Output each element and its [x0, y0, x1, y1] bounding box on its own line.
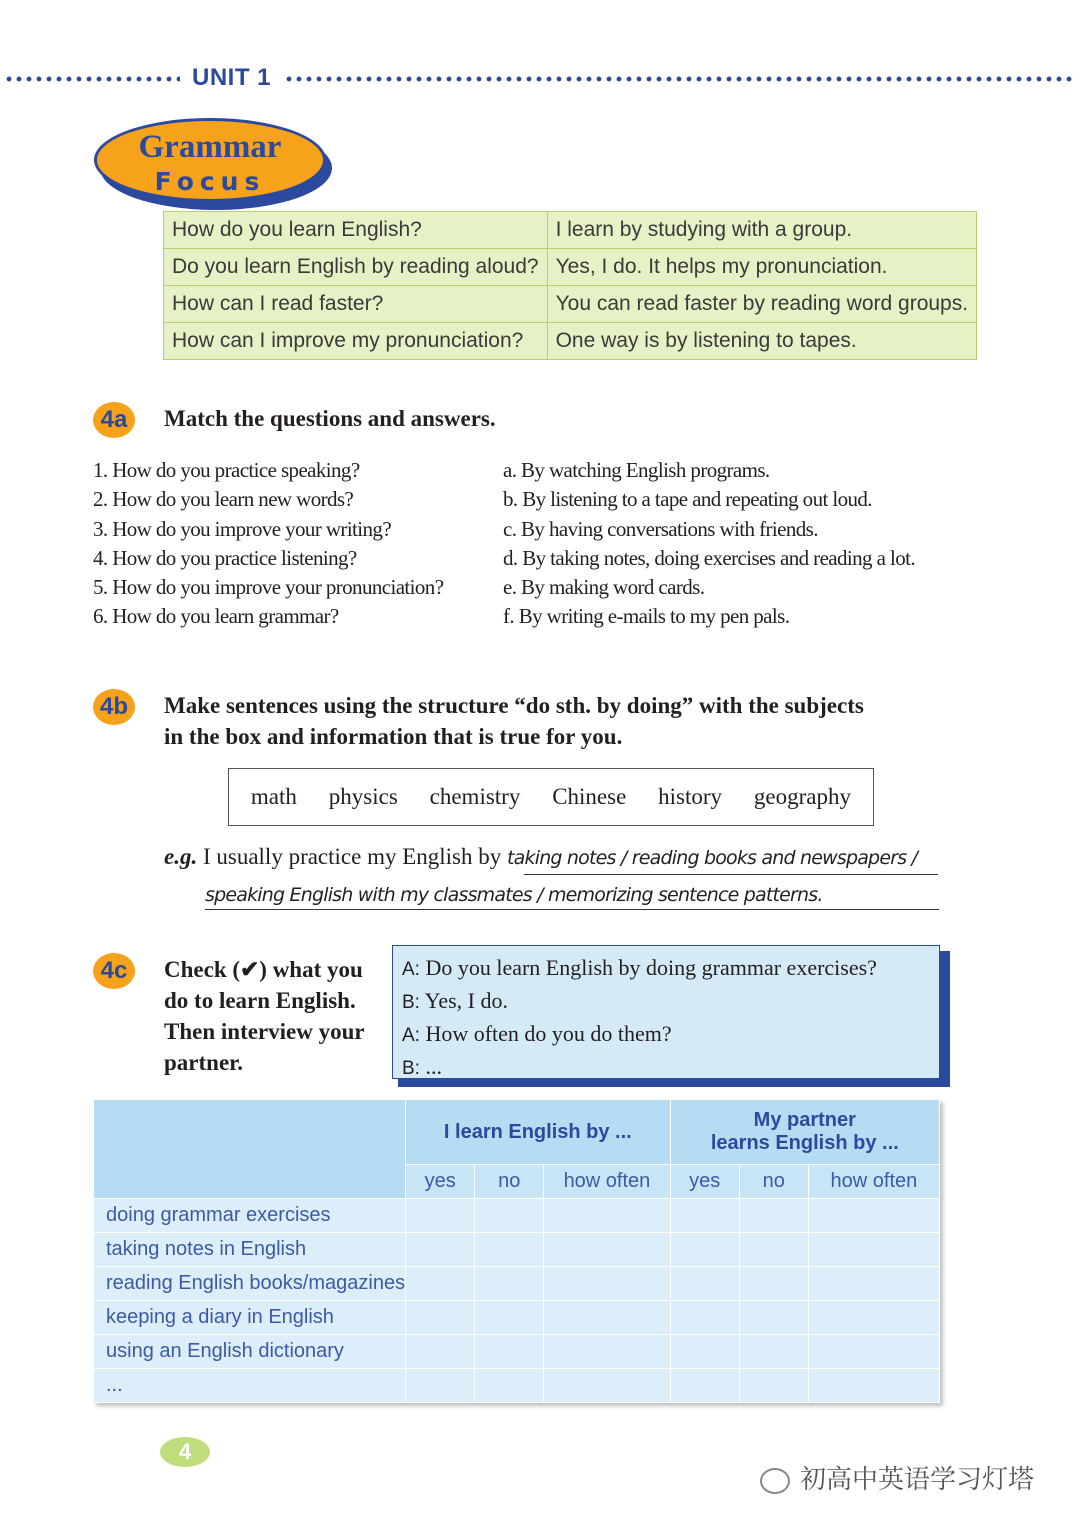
grammar-question: How do you learn English?	[164, 212, 548, 249]
dialog-speaker: B:	[402, 992, 420, 1013]
question-list	[93, 456, 443, 632]
question-item: 2. How do you learn new words?	[93, 487, 354, 512]
activity-label: keeping a diary in English	[94, 1301, 406, 1335]
check-cell[interactable]	[544, 1335, 670, 1369]
table-row	[94, 1369, 940, 1403]
answer-item: c. By having conversations with friends.	[503, 516, 818, 541]
check-cell[interactable]	[406, 1233, 475, 1267]
subject-word: history	[658, 784, 723, 809]
example-handwritten-2: speaking English with my classmates / memorizing sentence patterns.	[205, 884, 823, 906]
activity-label: taking notes in English	[94, 1233, 406, 1267]
dialog-line	[402, 952, 930, 985]
check-cell[interactable]	[475, 1199, 544, 1233]
dialog-speaker: A:	[402, 959, 420, 980]
check-cell[interactable]	[475, 1233, 544, 1267]
survey-group-me: I learn English by ...	[406, 1100, 670, 1165]
subcol-header: yes	[670, 1165, 739, 1199]
subcol-header: yes	[406, 1165, 475, 1199]
check-cell[interactable]	[670, 1369, 739, 1403]
check-cell[interactable]	[544, 1267, 670, 1301]
check-cell[interactable]	[739, 1301, 808, 1335]
dialog-text: How often do you do them?	[425, 1021, 672, 1046]
grammar-answer: I learn by studying with a group.	[547, 212, 976, 249]
dialog-line	[402, 1051, 930, 1084]
grammar-answer: You can read faster by reading word groups.	[547, 286, 976, 323]
example-handwritten-1: taking notes / reading books and newspapers /	[507, 847, 918, 869]
question-item: 1. How do you practice speaking?	[93, 458, 360, 482]
question-item: 6. How do you learn grammar?	[93, 604, 339, 629]
subcol-header: no	[739, 1165, 808, 1199]
survey-corner-cell	[94, 1100, 406, 1199]
activity-label: reading English books/magazines	[94, 1267, 406, 1301]
check-cell[interactable]	[670, 1267, 739, 1301]
subject-word: Chinese	[552, 784, 627, 809]
unit-title: UNIT 1	[192, 64, 272, 91]
check-cell[interactable]	[406, 1369, 475, 1403]
question-item: 5. How do you improve your pronunciation?	[93, 575, 444, 600]
answer-line	[524, 874, 938, 875]
example-sentence	[164, 844, 917, 870]
instruction-line: Then interview your	[164, 1019, 365, 1044]
survey-table	[93, 1099, 940, 1403]
check-cell[interactable]	[670, 1301, 739, 1335]
check-cell[interactable]	[808, 1335, 939, 1369]
check-cell[interactable]	[475, 1267, 544, 1301]
check-cell[interactable]	[544, 1301, 670, 1335]
answer-item: d. By taking notes, doing exercises and reading a lot.	[503, 545, 915, 570]
watermark	[760, 1459, 1034, 1496]
grammar-row	[164, 249, 977, 286]
example-label: e.g.	[164, 844, 198, 869]
wechat-icon	[760, 1468, 790, 1494]
grammar-focus-table	[163, 211, 977, 360]
activity-label: using an English dictionary	[94, 1335, 406, 1369]
check-cell[interactable]	[808, 1233, 939, 1267]
grammar-question: How can I improve my pronunciation?	[164, 323, 548, 360]
check-cell[interactable]	[406, 1335, 475, 1369]
grammar-answer: Yes, I do. It helps my pronunciation.	[547, 249, 976, 286]
table-row	[94, 1335, 940, 1369]
check-cell[interactable]	[406, 1199, 475, 1233]
check-cell[interactable]	[406, 1301, 475, 1335]
section-4a-marker: 4a	[93, 402, 135, 438]
instruction-line: partner.	[164, 1050, 244, 1075]
check-cell[interactable]	[406, 1267, 475, 1301]
group-partner-line: My partner	[753, 1109, 856, 1131]
dialog-text: Yes, I do.	[424, 988, 508, 1013]
table-row	[94, 1301, 940, 1335]
header-dots-right	[284, 74, 1074, 84]
check-cell[interactable]	[808, 1301, 939, 1335]
instruction-line: Check (✔) what you	[164, 957, 363, 982]
instruction-line: in the box and information that is true for you.	[164, 724, 623, 749]
instruction-line: Make sentences using the structure “do sth. by doing” with the subjects	[164, 693, 864, 718]
survey-group-partner	[670, 1100, 939, 1165]
activity-label: doing grammar exercises	[94, 1199, 406, 1233]
check-cell[interactable]	[808, 1267, 939, 1301]
dialog-text: Do you learn English by doing grammar exercises?	[425, 955, 877, 980]
question-item: 3. How do you improve your writing?	[93, 516, 392, 541]
answer-item: e. By making word cards.	[503, 575, 705, 600]
grammar-question: Do you learn English by reading aloud?	[164, 249, 548, 286]
grammar-row	[164, 286, 977, 323]
group-partner-line: learns English by ...	[710, 1132, 899, 1154]
grammar-row	[164, 323, 977, 360]
check-cell[interactable]	[739, 1233, 808, 1267]
dialog-speaker: B:	[402, 1058, 420, 1079]
check-cell[interactable]	[739, 1369, 808, 1403]
check-cell[interactable]	[670, 1335, 739, 1369]
check-cell[interactable]	[544, 1233, 670, 1267]
check-cell[interactable]	[475, 1335, 544, 1369]
grammar-row	[164, 212, 977, 249]
section-4a-instruction: Match the questions and answers.	[164, 406, 496, 431]
check-cell[interactable]	[544, 1369, 670, 1403]
subject-word: physics	[328, 784, 398, 809]
dialog-line	[402, 985, 930, 1018]
check-cell[interactable]	[808, 1199, 939, 1233]
table-row	[94, 1267, 940, 1301]
subject-word: math	[250, 784, 297, 809]
section-4c-instruction	[164, 954, 365, 1078]
dialog-line	[402, 1018, 930, 1051]
answer-list	[503, 456, 915, 632]
subcol-header: how often	[808, 1165, 939, 1199]
sample-dialog-box	[392, 945, 940, 1079]
check-cell[interactable]	[544, 1199, 670, 1233]
badge-subtitle: Focus	[154, 167, 266, 196]
badge-title: Grammar	[138, 129, 282, 165]
section-4b-marker: 4b	[93, 689, 135, 725]
check-cell[interactable]	[739, 1267, 808, 1301]
header-dots-left	[4, 74, 180, 84]
example-text: I usually practice my English by	[202, 844, 502, 869]
table-row	[94, 1233, 940, 1267]
section-4b-instruction	[164, 690, 864, 752]
grammar-answer: One way is by listening to tapes.	[547, 323, 976, 360]
subcol-header: how often	[544, 1165, 670, 1199]
instruction-line: do to learn English.	[164, 988, 356, 1013]
check-cell[interactable]	[739, 1335, 808, 1369]
dialog-speaker: A:	[402, 1025, 420, 1046]
answer-item: b. By listening to a tape and repeating out loud.	[503, 487, 872, 512]
section-4c-marker: 4c	[93, 953, 135, 989]
grammar-question: How can I read faster?	[164, 286, 548, 323]
answer-item: f. By writing e-mails to my pen pals.	[503, 604, 790, 629]
watermark-text: 初高中英语学习灯塔	[800, 1465, 1035, 1495]
table-row	[94, 1199, 940, 1233]
check-cell[interactable]	[739, 1199, 808, 1233]
check-cell[interactable]	[670, 1199, 739, 1233]
answer-line	[205, 909, 939, 910]
check-cell[interactable]	[808, 1369, 939, 1403]
subject-word: chemistry	[429, 784, 521, 809]
survey-header-row	[94, 1100, 940, 1165]
activity-label: ...	[94, 1369, 406, 1403]
question-item: 4. How do you practice listening?	[93, 545, 357, 570]
subject-word: geography	[753, 784, 851, 809]
subcol-header: no	[475, 1165, 544, 1199]
subjects-box	[228, 768, 874, 826]
check-cell[interactable]	[670, 1233, 739, 1267]
check-cell[interactable]	[475, 1369, 544, 1403]
answer-item: a. By watching English programs.	[503, 458, 770, 482]
grammar-focus-badge	[94, 118, 326, 202]
dialog-text: ...	[425, 1054, 442, 1079]
check-cell[interactable]	[475, 1301, 544, 1335]
page-number: 4	[160, 1437, 210, 1467]
